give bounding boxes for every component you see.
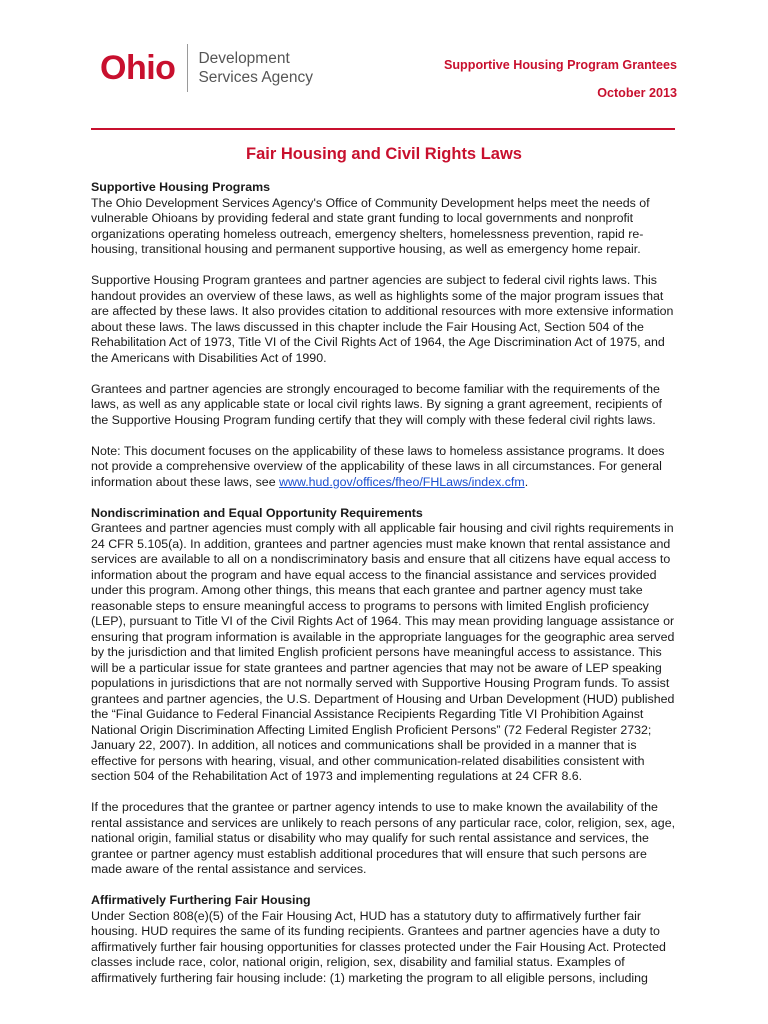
document-body bbox=[91, 180, 681, 1002]
paragraph: Supportive Housing Program grantees and partner agencies are subject to federal civil rights laws. This handout provides an overview of these laws, as well as highlights some of the major program issues that are affected by these laws. It also provides citation to additional resources with more extensive information about these laws. The laws discussed in this chapter include the Fair Housing Act, Section 504 of the Rehabilitation Act of 1973, Title VI of the Civil Rights Act of 1964, the Age Discrimination Act of 1975, and the Americans with Disabilities Act of 1990. bbox=[91, 273, 674, 365]
paragraph: Grantees and partner agencies are strongly encouraged to become familiar with the requirements of the laws, as well as any applicable state or local civil rights laws. By signing a grant agreement, recipients of the Supportive Housing Program funding certify that they will comply with these federal civil rights laws. bbox=[91, 381, 662, 427]
section-heading-nondiscrimination: Nondiscrimination and Equal Opportunity Requirements bbox=[91, 505, 423, 520]
section-heading-affirmatively-furthering: Affirmatively Furthering Fair Housing bbox=[91, 893, 311, 907]
paragraph: The Ohio Development Services Agency's Office of Community Development helps meet the needs of vulnerable Ohioans by providing federal and state grant funding to local governments and nonprofit organizations operating homeless outreach, emergency shelters, homelessness prevention, rapid re-housing, transitional housing and permanent supportive housing, as well as emergency home repair. bbox=[91, 195, 650, 256]
paragraph-note bbox=[91, 444, 681, 491]
logo-agency-line2: Services Agency bbox=[198, 69, 314, 86]
paragraph: Under Section 808(e)(5) of the Fair Housing Act, HUD has a statutory duty to affirmatively further fair housing. HUD requires the same of its funding recipients. Grantees and partner agencies have a duty to affirmatively further fair housing opportunities for classes protected under the Fair Housing Act. Protected classes include race, color, national origin, religion, sex, disability and familial status. Examples of affirmatively furthering fair housing include: (1) marketing the program to all eligible persons, including bbox=[91, 908, 666, 985]
note-text: Note: This document focuses on the applicability of these laws to homeless assistance programs. It does not provide a comprehensive overview of the applicability of these laws in all circumstances. For general information about these laws, see bbox=[91, 443, 665, 489]
header-date: October 2013 bbox=[597, 86, 677, 100]
hud-fhlaws-link[interactable]: www.hud.gov/offices/fheo/FHLaws/index.cfm bbox=[279, 474, 525, 489]
header-rule bbox=[91, 128, 675, 130]
header-program-name: Supportive Housing Program Grantees bbox=[443, 58, 677, 72]
logo-divider bbox=[187, 44, 188, 92]
logo-agency-line1: Development bbox=[198, 50, 290, 67]
paragraph: If the procedures that the grantee or partner agency intends to use to make known the availability of the rental assistance and services are unlikely to reach persons of any particular race, color, religion, sex, age, national origin, familial status or disability who may qualify for such rental assistance and services, the grantee or partner agency must establish additional procedures that will ensure that such persons are made aware of the rental assistance and services. bbox=[91, 800, 676, 876]
ohio-development-services-logo bbox=[100, 40, 313, 96]
paragraph: Grantees and partner agencies must comply with all applicable fair housing and civil rights requirements in 24 CFR 5.105(a). In addition, grantees and partner agencies must make known that rental assistance and services are available to all on a nondiscriminatory basis and ensure that all citizens have equal access to information about the program and have equal access to the financial assistance and services provided under this program. Among other things, this means that each grantee and partner agency must take reasonable steps to ensure meaningful access to programs to persons with limited English proficiency (LEP), pursuant to Title VI of the Civil Rights Act of 1964. This may mean providing language assistance or ensuring that program information is available in the appropriate languages for the geographic area served by the jurisdiction and that limited English proficient persons have meaningful access to assistance. This will be a particular issue for state grantees and partner agencies that may not be aware of LEP speaking populations in jurisdictions that are not normally served with Supportive Housing Program funds. To assist grantees and partner agencies, the U.S. Department of Housing and Urban Development (HUD) published the “Final Guidance to Federal Financial Assistance Recipients Regarding Title VI Prohibition Against National Origin Discrimination Affecting Limited English Proficient Persons” (72 Federal Register 2732; January 22, 2007). In addition, all notices and communications shall be provided in a manner that is effective for persons with hearing, visual, and other communication-related disabilities consistent with section 504 of the Rehabilitation Act of 1973 and implementing regulations at 24 CFR 8.6. bbox=[91, 521, 675, 783]
note-text-end: . bbox=[524, 474, 529, 489]
document-title: Fair Housing and Civil Rights Laws bbox=[246, 145, 522, 163]
section-heading-supportive-housing: Supportive Housing Programs bbox=[91, 180, 270, 194]
logo-ohio-wordmark: Ohio bbox=[100, 49, 176, 87]
logo-agency-name bbox=[198, 49, 313, 87]
